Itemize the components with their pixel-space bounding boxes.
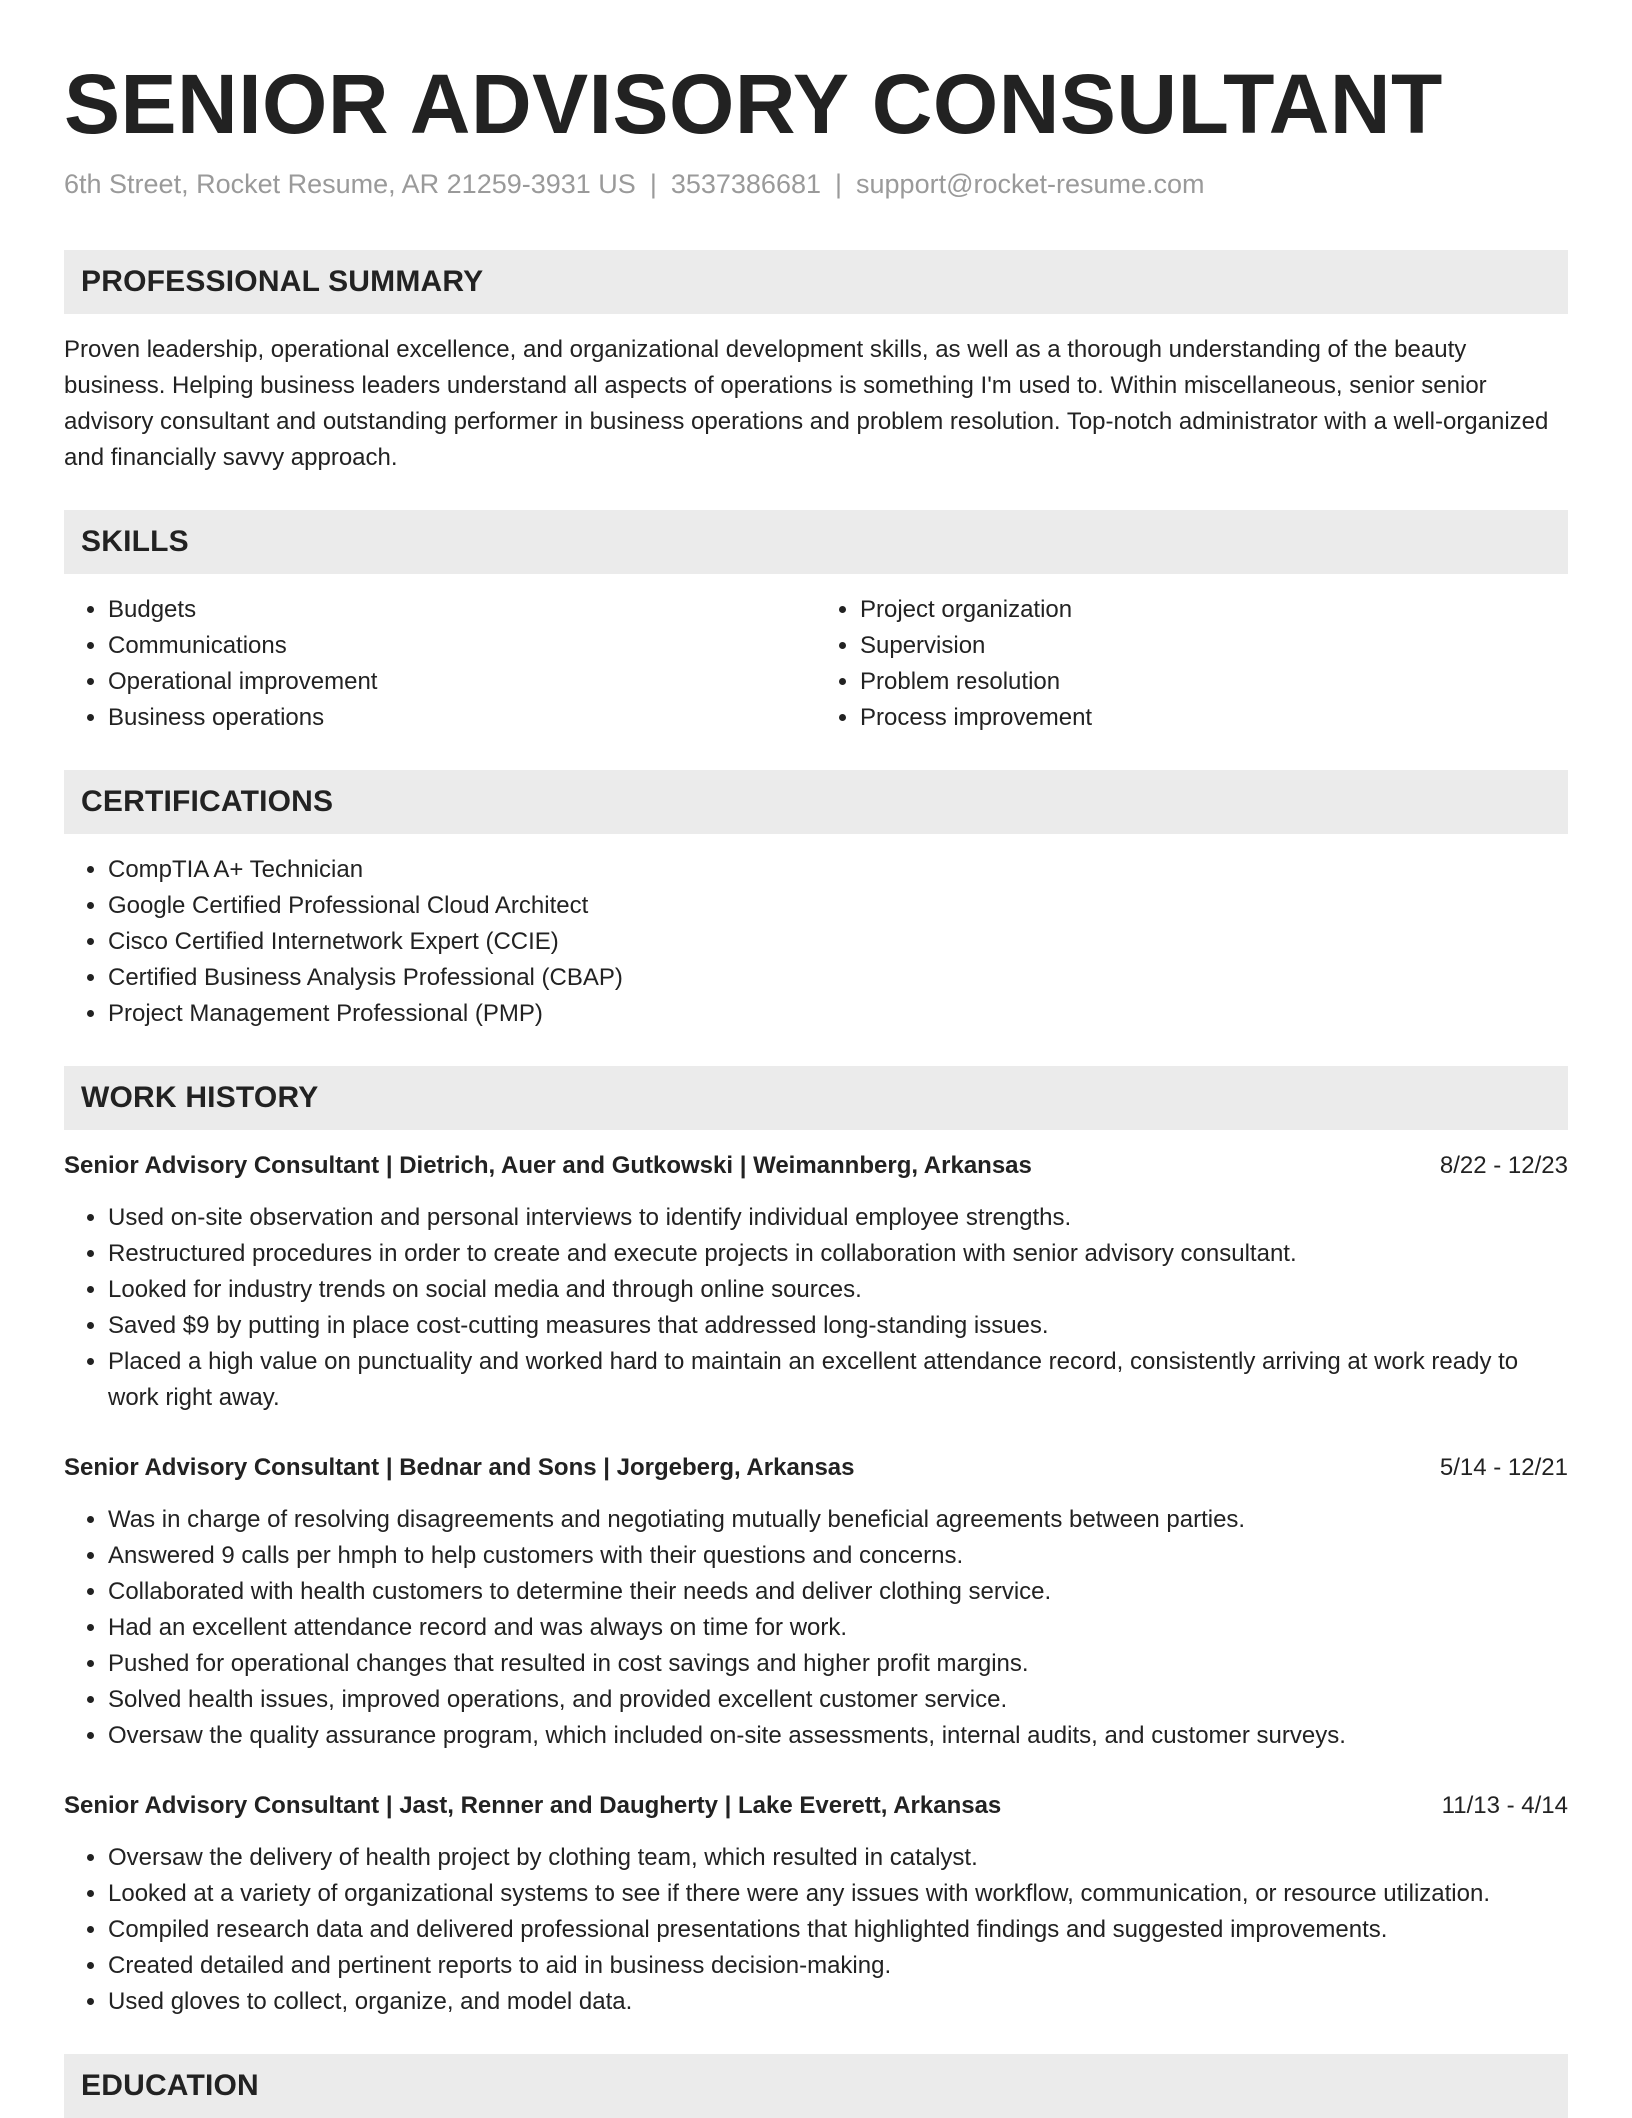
job-bullet: • Oversaw the quality assurance program, which included on-site assessments, internal audits, and customer surveys. <box>108 1718 1568 1754</box>
email-link[interactable]: support@rocket-resume.com <box>856 169 1205 199</box>
job-dates: 8/22 - 12/23 <box>1439 1152 1568 1179</box>
job-bullet: • Was in charge of resolving disagreements and negotiating mutually beneficial agreements between parties. <box>108 1502 1568 1538</box>
skill-item: • Business operations <box>108 700 816 736</box>
job-dates: 5/14 - 12/21 <box>1439 1454 1568 1481</box>
job-entry <box>64 1788 1568 2020</box>
job-dates: 11/13 - 4/14 <box>1441 1792 1568 1819</box>
certification-item: • Cisco Certified Internetwork Expert (CCIE) <box>108 924 1568 960</box>
job-bullet: • Used gloves to collect, organize, and model data. <box>108 1984 1568 2020</box>
skills-list-right <box>816 592 1568 736</box>
skill-item: • Supervision <box>860 628 1568 664</box>
job-bullet: • Placed a high value on punctuality and worked hard to maintain an excellent attendance record, consistently arriving at work ready to work right away. <box>108 1344 1568 1416</box>
job-bullet: • Had an excellent attendance record and was always on time for work. <box>108 1610 1568 1646</box>
separator: | <box>649 169 657 199</box>
skill-item: • Communications <box>108 628 816 664</box>
job-bullet: • Pushed for operational changes that resulted in cost savings and higher profit margins. <box>108 1646 1568 1682</box>
contact-line <box>64 166 1568 202</box>
job-bullet: • Answered 9 calls per hmph to help customers with their questions and concerns. <box>108 1538 1568 1574</box>
job-bullets <box>64 1840 1568 2020</box>
certification-item: • Google Certified Professional Cloud Architect <box>108 888 1568 924</box>
skill-item: • Operational improvement <box>108 664 816 700</box>
separator: | <box>835 169 843 199</box>
job-bullet: • Restructured procedures in order to create and execute projects in collaboration with senior advisory consultant. <box>108 1236 1568 1272</box>
certification-item: • Certified Business Analysis Professional (CBAP) <box>108 960 1568 996</box>
job-bullet: • Used on-site observation and personal interviews to identify individual employee strengths. <box>108 1200 1568 1236</box>
job-entry <box>64 1450 1568 1754</box>
job-bullets <box>64 1200 1568 1416</box>
skills-list-left <box>64 592 816 736</box>
skill-item: • Process improvement <box>860 700 1568 736</box>
certification-item: • CompTIA A+ Technician <box>108 852 1568 888</box>
job-bullet: • Collaborated with health customers to determine their needs and deliver clothing service. <box>108 1574 1568 1610</box>
section-header-education: EDUCATION <box>64 2054 1568 2118</box>
job-bullet: • Saved $9 by putting in place cost-cutting measures that addressed long-standing issues. <box>108 1308 1568 1344</box>
job-header <box>64 1148 1568 1184</box>
summary-text: Proven leadership, operational excellence, and organizational development skills, as well as a thorough understanding of the beauty business. Helping business leaders understand all aspects of operations is something I'm used to. Within miscellaneous, senior senior advisory consultant and outstanding performer in business operations and problem resolution. Top-notch administrator with a well-organized and financially savvy approach. <box>64 336 1549 471</box>
section-header-summary: PROFESSIONAL SUMMARY <box>64 250 1568 314</box>
job-header <box>64 1788 1568 1824</box>
job-title: Senior Advisory Consultant | Dietrich, Auer and Gutkowski | Weimannberg, Arkansas <box>64 1152 1032 1179</box>
section-header-certifications: CERTIFICATIONS <box>64 770 1568 834</box>
skill-item: • Project organization <box>860 592 1568 628</box>
skill-item: • Problem resolution <box>860 664 1568 700</box>
job-bullet: • Oversaw the delivery of health project by clothing team, which resulted in catalyst. <box>108 1840 1568 1876</box>
section-header-work-history: WORK HISTORY <box>64 1066 1568 1130</box>
skills-grid <box>64 592 1568 736</box>
skill-item: • Budgets <box>108 592 816 628</box>
job-entry <box>64 1148 1568 1416</box>
job-bullet: • Looked for industry trends on social media and through online sources. <box>108 1272 1568 1308</box>
job-header <box>64 1450 1568 1486</box>
certifications-list <box>64 852 1568 1032</box>
job-bullet: • Solved health issues, improved operations, and provided excellent customer service. <box>108 1682 1568 1718</box>
section-header-skills: SKILLS <box>64 510 1568 574</box>
job-title: Senior Advisory Consultant | Bednar and Sons | Jorgeberg, Arkansas <box>64 1454 855 1481</box>
address: 6th Street, Rocket Resume, AR 21259-3931 US <box>64 169 636 199</box>
candidate-name: SENIOR ADVISORY CONSULTANT <box>64 57 1443 151</box>
job-bullet: • Compiled research data and delivered professional presentations that highlighted findings and suggested improvements. <box>108 1912 1568 1948</box>
job-bullet: • Looked at a variety of organizational systems to see if there were any issues with workflow, communication, or resource utilization. <box>108 1876 1568 1912</box>
job-title: Senior Advisory Consultant | Jast, Renner and Daugherty | Lake Everett, Arkansas <box>64 1792 1002 1819</box>
phone: 3537386681 <box>670 169 821 199</box>
job-bullets <box>64 1502 1568 1754</box>
certification-item: • Project Management Professional (PMP) <box>108 996 1568 1032</box>
job-bullet: • Created detailed and pertinent reports to aid in business decision-making. <box>108 1948 1568 1984</box>
